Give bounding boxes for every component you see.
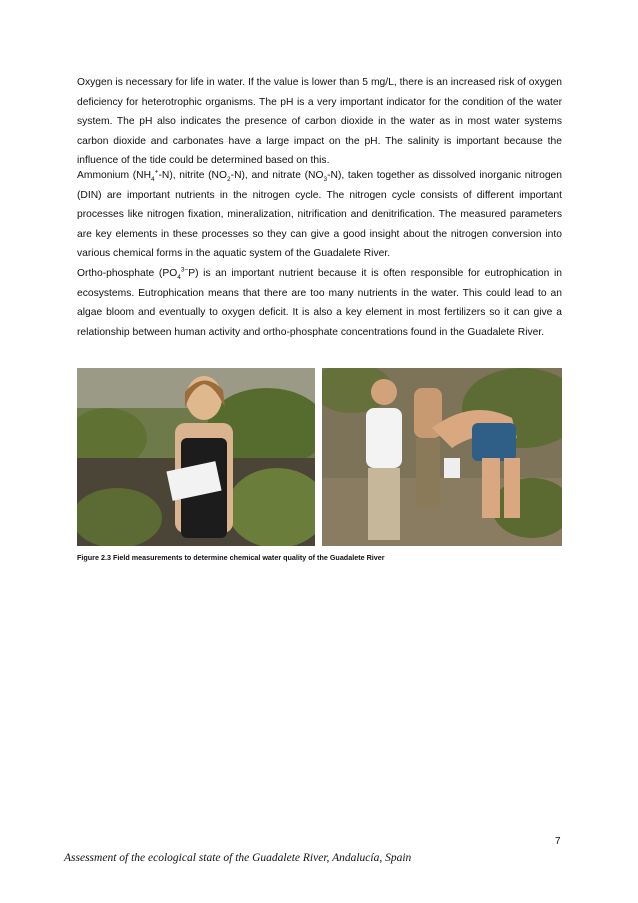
text-segment: Ammonium (NH: [77, 170, 152, 181]
figure-caption: Figure 2.3 Field measurements to determine chemical water quality of the Guadalete River: [77, 553, 385, 562]
subscript: 3: [323, 176, 328, 184]
superscript: +: [154, 168, 159, 176]
text-segment: P) is an important nutrient because it is often responsible for eutrophication in ecosystems. Eutrophication means that there are too many nutrients in the water. This could lead to an algae bloom and eventually to oxygen deficit. It is also a key element in most fertilizers so it can give a relationship between human activity and ortho-phosphate concentrations found in the Guadalete River.: [77, 268, 563, 338]
paragraph-oxygen: Oxygen is necessary for life in water. If the value is lower than 5 mg/L, there is an increased risk of oxygen deficiency for heterotrophic organisms. The pH is a very important indicator for the condition of the water system. The pH also indicates the presence of carbon dioxide in the water as in most water systems carbon dioxide and carbonates have a large impact on the pH. The salinity is important because the influence of the tide could be determined based on this.: [77, 77, 562, 166]
footer-title: Assessment of the ecological state of the Guadalete River, Andalucía, Spain: [64, 852, 412, 864]
field-photo-woman: [77, 368, 315, 546]
paragraph-nitrogen: [77, 166, 562, 264]
text-segment: Ortho-phosphate (PO: [77, 268, 178, 279]
subscript: 4: [177, 274, 181, 282]
page-number: 7: [555, 836, 561, 847]
text-segment: -N), nitrite (NO: [158, 170, 228, 181]
text-segment: -N), and nitrate (NO: [230, 170, 324, 181]
superscript: 3−: [180, 266, 189, 274]
subscript: 2: [227, 176, 231, 184]
text-segment: -N), taken together as dissolved inorganic nitrogen (DIN) are important nutrients in the nitrogen cycle. The nitrogen cycle consists of different important processes like nitrogen fixation, mineralization, nitrification and denitrification. The measured parameters are key elements in these processes so they can give a good insight about the nitrogen conversion into various chemical forms in the aquatic system of the Guadalete River.: [77, 170, 563, 259]
subscript: 4: [151, 176, 155, 184]
field-photo-men: [322, 368, 562, 546]
paragraph-phosphate: [77, 264, 562, 342]
